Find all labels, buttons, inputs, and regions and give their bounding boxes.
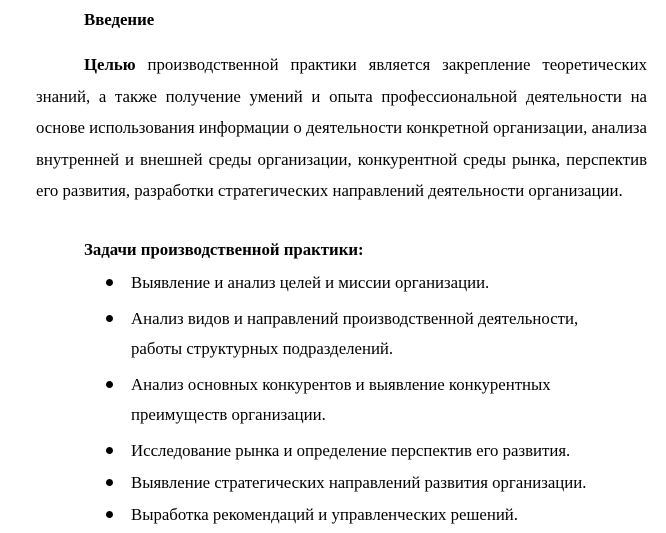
list-item-text: Выявление стратегических направлений развития организации. [131,473,587,492]
list-item [0,468,666,498]
list-item-text: Анализ основных конкурентов и выявление конкурентных преимуществ организации. [131,375,551,424]
intro-paragraph [36,49,647,207]
list-item-text: Исследование рынка и определение перспектив его развития. [131,441,571,460]
list-item-text: Выявление и анализ целей и миссии организации. [131,273,490,292]
list-item [0,500,666,530]
bullet-icon [106,447,113,454]
list-item [0,436,666,466]
intro-lead-word: Целью [84,55,136,74]
bullet-icon [106,479,113,486]
tasks-title: Задачи производственной практики: [84,240,364,259]
list-item-text: Выработка рекомендаций и управленческих решений. [131,505,518,524]
bullet-icon [106,279,113,286]
list-item-text: Анализ видов и направлений производственной деятельности, работы структурных подразделений. [131,309,579,358]
list-item [0,304,666,364]
bullet-icon [106,315,113,322]
list-item [0,370,666,430]
list-item [0,268,666,298]
bullet-icon [106,381,113,388]
tasks-list [0,268,666,532]
section-heading: Введение [84,10,155,29]
bullet-icon [106,511,113,518]
intro-text: производственной практики является закрепление теоретических знаний, а также получение умений и опыта профессиональной деятельности на основе использования информации о деятельности конкретной организации, анализа внутренней и внешней среды организации, конкурентной среды рынка, перспектив его развития, разработки стратегических направлений деятельности организации. [36,55,647,201]
